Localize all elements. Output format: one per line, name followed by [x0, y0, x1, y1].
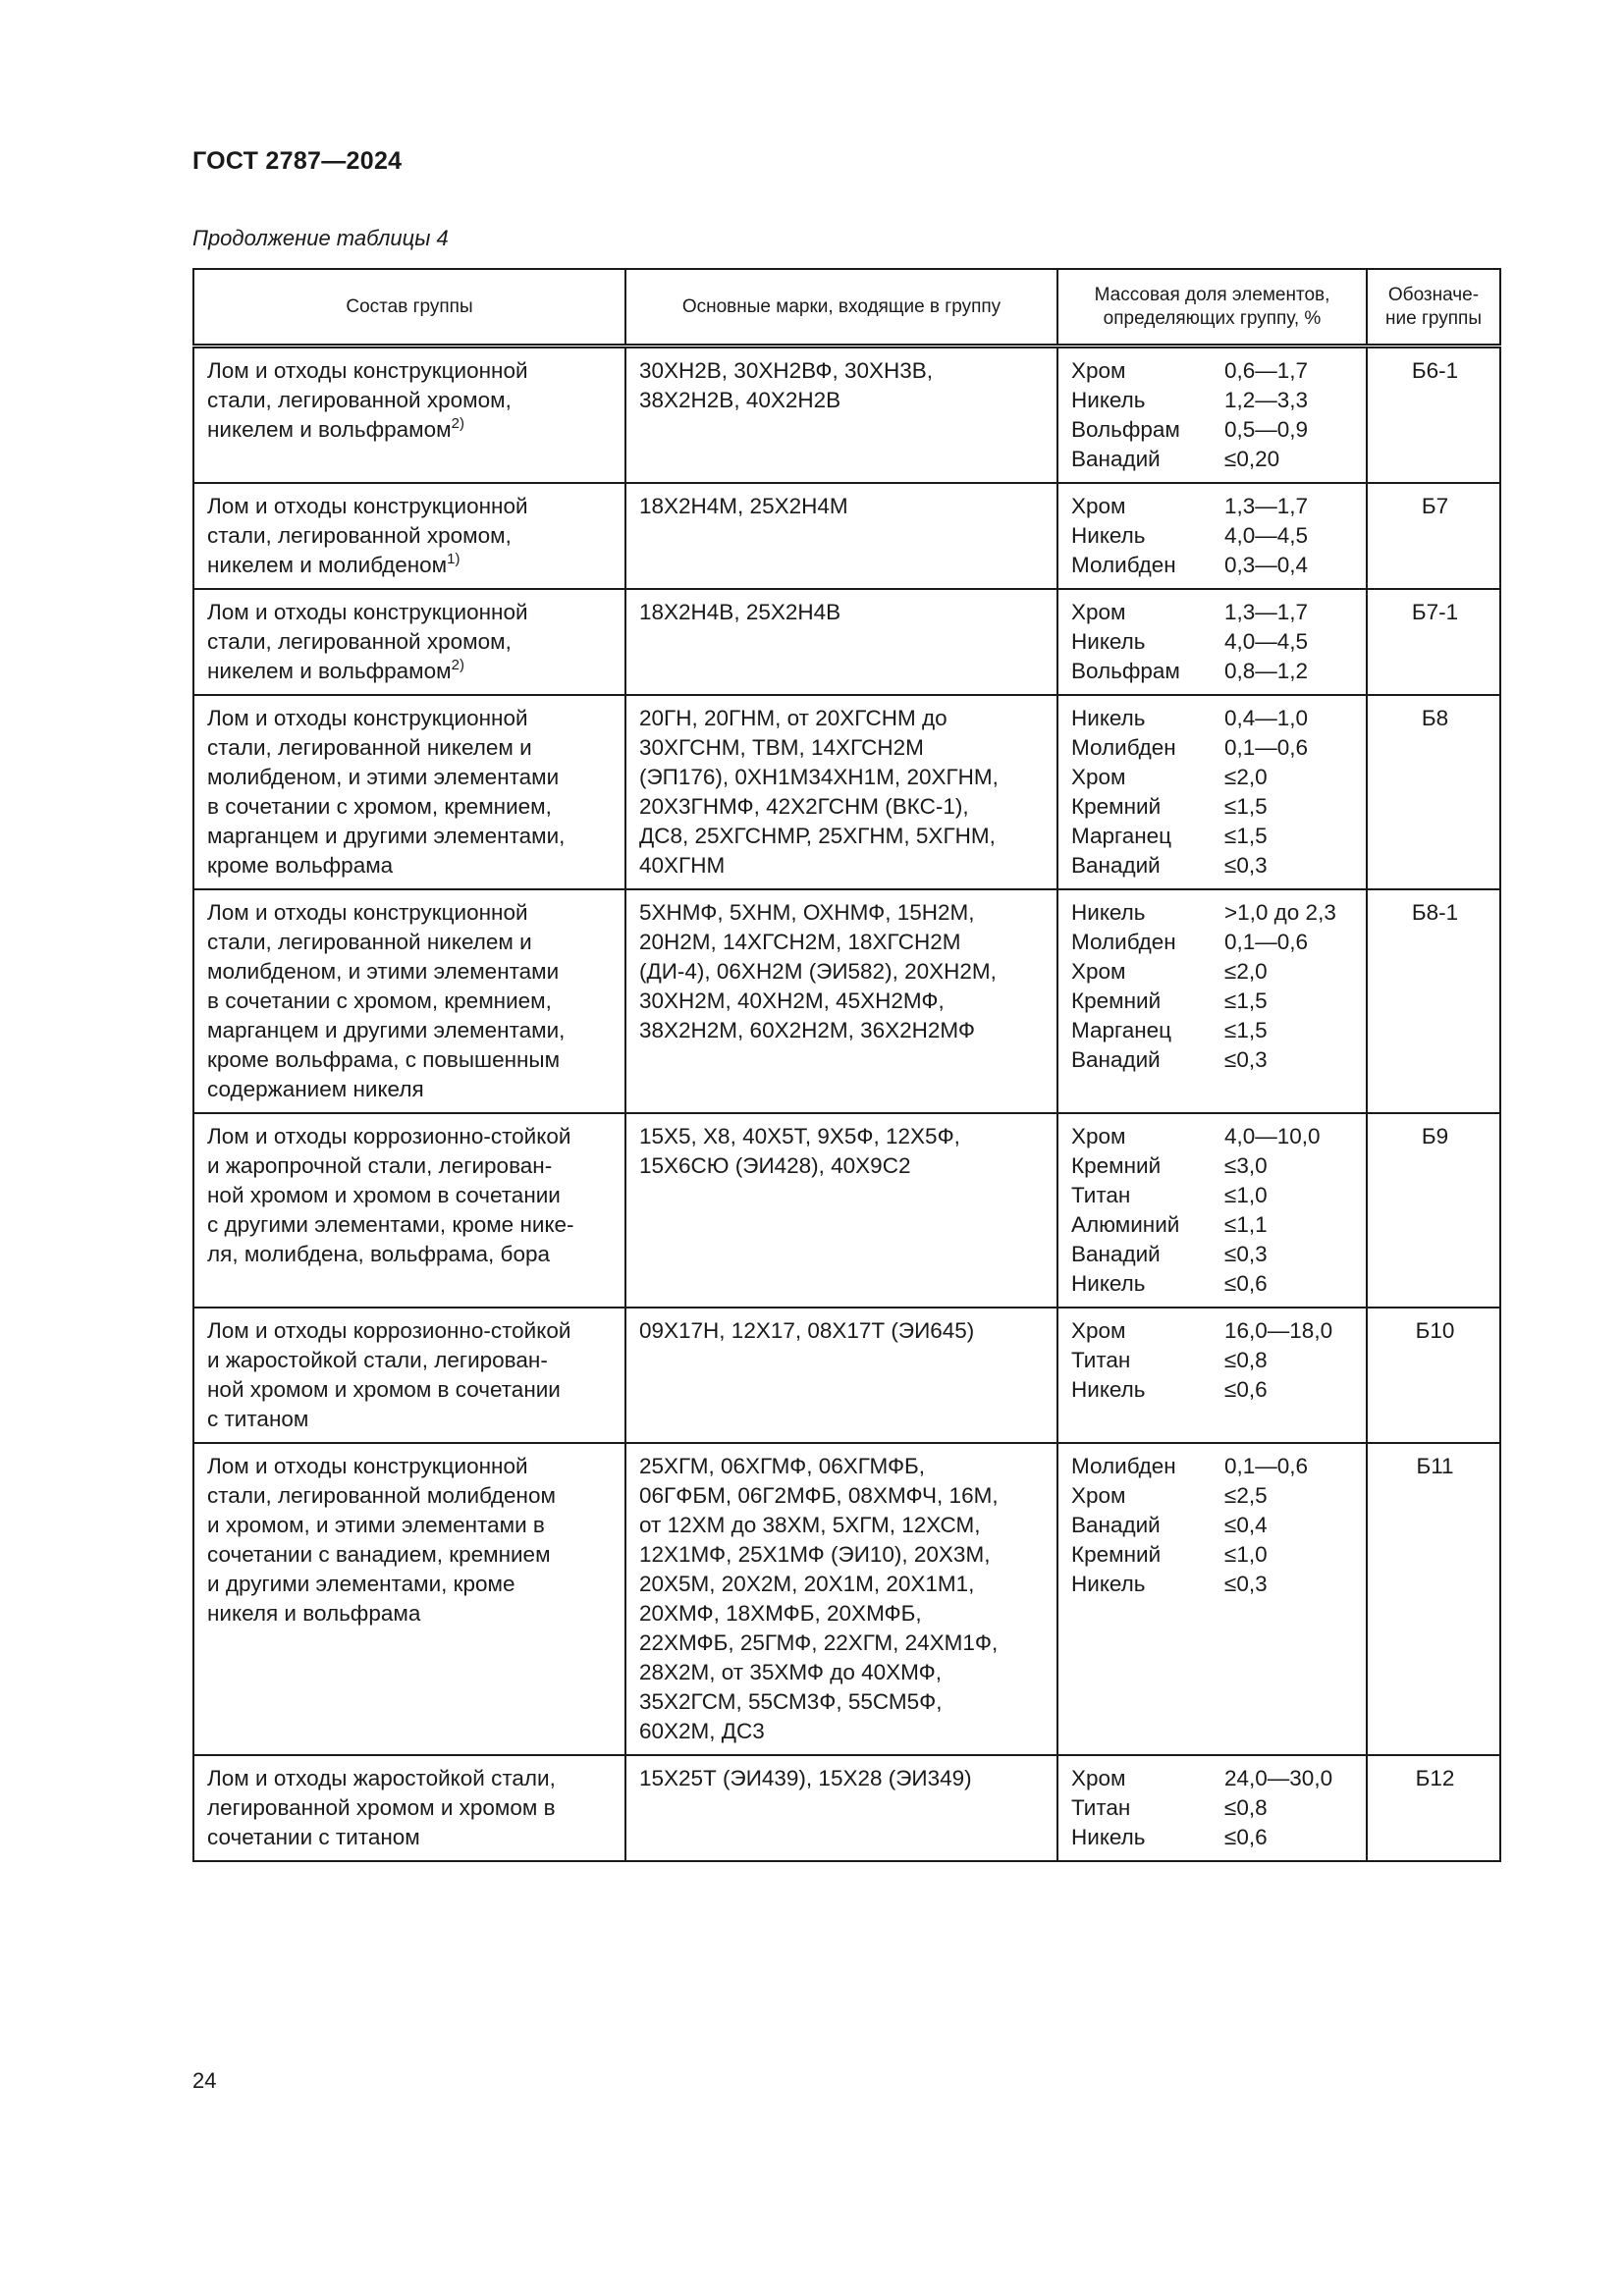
- table-row: [193, 1113, 1500, 1308]
- element-row: [1071, 415, 1356, 445]
- element-name: Хром: [1071, 1124, 1126, 1148]
- table-row: [193, 1443, 1500, 1755]
- element-row: [1071, 1316, 1356, 1346]
- brand-line: 15Х6СЮ (ЭИ428), 40Х9С2: [639, 1153, 911, 1178]
- main-brands-cell: [625, 889, 1057, 1113]
- element-name: Хром: [1071, 765, 1126, 789]
- mass-fraction-cell: [1057, 1755, 1367, 1861]
- element-row: [1071, 356, 1356, 386]
- footnote-marker: 2): [451, 657, 464, 673]
- element-value: ≤0,6: [1224, 1825, 1268, 1849]
- composition-line: сочетании с ванадием, кремнием: [207, 1542, 551, 1567]
- element-value: 0,3—0,4: [1224, 553, 1309, 577]
- brand-line: 15Х5, Х8, 40Х5Т, 9Х5Ф, 12Х5Ф,: [639, 1124, 960, 1148]
- composition-line: Лом и отходы конструкционной: [207, 358, 528, 383]
- element-row: [1071, 657, 1356, 686]
- main-brands-cell: [625, 589, 1057, 695]
- brand-line: 20Х5М, 20Х2М, 20Х1М, 20Х1М1,: [639, 1572, 975, 1596]
- element-value: 1,2—3,3: [1224, 388, 1309, 412]
- element-value: 0,1—0,6: [1224, 735, 1309, 760]
- element-value: ≤0,3: [1224, 853, 1268, 878]
- element-value: ≤2,0: [1224, 765, 1268, 789]
- header-group-composition: [193, 269, 625, 347]
- element-value: >1,0 до 2,3: [1224, 900, 1336, 925]
- group-code-cell: Б7-1: [1367, 589, 1500, 695]
- table-row: [193, 1755, 1500, 1861]
- group-code-cell: Б10: [1367, 1308, 1500, 1443]
- footnote-marker: 1): [447, 551, 460, 567]
- element-value: ≤0,8: [1224, 1348, 1268, 1372]
- document-code: ГОСТ 2787—2024: [192, 147, 403, 175]
- composition-line: никеля и вольфрама: [207, 1601, 421, 1626]
- brand-line: (ЭП176), 0ХН1М34ХН1М, 20ХГНМ,: [639, 765, 999, 789]
- mass-fraction-cell: [1057, 347, 1367, 484]
- composition-line: с другими элементами, кроме нике-: [207, 1212, 574, 1237]
- composition-line: стали, легированной молибденом: [207, 1483, 556, 1508]
- element-row: [1071, 1269, 1356, 1299]
- element-row: [1071, 1210, 1356, 1240]
- brand-line: 20Н2М, 14ХГСН2М, 18ХГСН2М: [639, 930, 961, 954]
- header-line: Состав группы: [346, 295, 473, 317]
- element-row: [1071, 386, 1356, 415]
- element-name: Молибден: [1071, 553, 1176, 577]
- composition-line: стали, легированной хромом,: [207, 523, 512, 548]
- element-value: 0,4—1,0: [1224, 706, 1309, 730]
- element-value: 4,0—4,5: [1224, 629, 1309, 654]
- main-brands-cell: [625, 347, 1057, 484]
- element-name: Кремний: [1071, 988, 1162, 1013]
- composition-line: Лом и отходы конструкционной: [207, 600, 528, 624]
- brand-line: 20ГН, 20ГНМ, от 20ХГСНМ до: [639, 706, 947, 730]
- element-value: 0,6—1,7: [1224, 358, 1309, 383]
- composition-line: и жаростойкой стали, легирован-: [207, 1348, 548, 1372]
- element-value: ≤1,5: [1224, 824, 1268, 848]
- composition-line: в сочетании с хромом, кремнием,: [207, 794, 552, 819]
- element-row: [1071, 1122, 1356, 1151]
- group-composition-cell: [193, 483, 625, 589]
- footnote-marker: 2): [451, 415, 464, 432]
- composition-line: Лом и отходы конструкционной: [207, 706, 528, 730]
- group-composition-cell: [193, 1308, 625, 1443]
- element-row: [1071, 1511, 1356, 1540]
- element-row: [1071, 704, 1356, 733]
- brand-line: 06ГФБМ, 06Г2МФБ, 08ХМФЧ, 16М,: [639, 1483, 999, 1508]
- header-line: ние группы: [1385, 307, 1482, 329]
- brand-line: 12Х1МФ, 25Х1МФ (ЭИ10), 20Х3М,: [639, 1542, 991, 1567]
- mass-fraction-cell: [1057, 889, 1367, 1113]
- element-value: ≤0,6: [1224, 1271, 1268, 1296]
- brand-line: 22ХМФБ, 25ГМФ, 22ХГМ, 24ХМ1Ф,: [639, 1630, 999, 1655]
- element-name: Ванадий: [1071, 853, 1161, 878]
- element-row: [1071, 822, 1356, 851]
- composition-line: и хромом, и этими элементами в: [207, 1513, 545, 1537]
- composition-line: кроме вольфрама: [207, 853, 394, 878]
- element-name: Марганец: [1071, 1018, 1172, 1042]
- composition-line: [207, 657, 615, 686]
- group-composition-cell: [193, 1755, 625, 1861]
- composition-line: кроме вольфрама, с повышенным: [207, 1047, 561, 1072]
- element-value: ≤1,5: [1224, 1018, 1268, 1042]
- element-row: [1071, 627, 1356, 657]
- element-row: [1071, 928, 1356, 957]
- steel-groups-table: [192, 268, 1501, 1862]
- element-row: [1071, 598, 1356, 627]
- element-name: Никель: [1071, 706, 1146, 730]
- table-body: [193, 347, 1500, 1862]
- brand-line: 38Х2Н2М, 60Х2Н2М, 36Х2Н2МФ: [639, 1018, 976, 1042]
- element-value: ≤0,3: [1224, 1242, 1268, 1266]
- element-row: [1071, 1823, 1356, 1852]
- element-value: 4,0—10,0: [1224, 1124, 1321, 1148]
- composition-line-text: никелем и вольфрамом: [207, 417, 452, 442]
- composition-line: Лом и отходы коррозионно-стойкой: [207, 1318, 571, 1343]
- element-name: Никель: [1071, 1572, 1146, 1596]
- composition-line: с титаном: [207, 1407, 309, 1431]
- element-name: Хром: [1071, 494, 1126, 518]
- composition-line: молибденом, и этими элементами: [207, 765, 560, 789]
- composition-line: легированной хромом и хромом в: [207, 1795, 556, 1820]
- element-value: 0,1—0,6: [1224, 1454, 1309, 1478]
- brand-line: 30ХГСНМ, ТВМ, 14ХГСН2М: [639, 735, 924, 760]
- mass-fraction-cell: [1057, 1113, 1367, 1308]
- main-brands-cell: [625, 695, 1057, 889]
- table-caption: Продолжение таблицы 4: [192, 226, 449, 250]
- group-code-cell: Б6-1: [1367, 347, 1500, 484]
- element-name: Никель: [1071, 523, 1146, 548]
- element-name: Ванадий: [1071, 1047, 1161, 1072]
- composition-line: стали, легированной хромом,: [207, 388, 512, 412]
- composition-line: стали, легированной хромом,: [207, 629, 512, 654]
- brand-line: 20Х3ГНМФ, 42Х2ГСНМ (ВКС-1),: [639, 794, 969, 819]
- element-row: [1071, 492, 1356, 521]
- element-name: Титан: [1071, 1348, 1131, 1372]
- element-row: [1071, 1793, 1356, 1823]
- group-composition-cell: [193, 695, 625, 889]
- brand-line: 28Х2М, от 35ХМФ до 40ХМФ,: [639, 1660, 943, 1684]
- main-brands-cell: [625, 483, 1057, 589]
- element-value: ≤2,0: [1224, 959, 1268, 984]
- element-name: Никель: [1071, 629, 1146, 654]
- element-value: ≤0,4: [1224, 1513, 1268, 1537]
- brand-line: 38Х2Н2В, 40Х2Н2В: [639, 388, 841, 412]
- element-row: [1071, 1375, 1356, 1405]
- element-value: ≤1,0: [1224, 1542, 1268, 1567]
- composition-line: стали, легированной никелем и: [207, 735, 532, 760]
- main-brands-cell: [625, 1308, 1057, 1443]
- composition-line: марганцем и другими элементами,: [207, 1018, 566, 1042]
- element-value: 0,8—1,2: [1224, 659, 1309, 683]
- element-name: Хром: [1071, 1766, 1126, 1790]
- mass-fraction-cell: [1057, 695, 1367, 889]
- brand-line: 09Х17Н, 12Х17, 08Х17Т (ЭИ645): [639, 1318, 975, 1343]
- element-value: ≤1,0: [1224, 1183, 1268, 1207]
- element-row: [1071, 898, 1356, 928]
- brand-line: ДС8, 25ХГСНМР, 25ХГНМ, 5ХГНМ,: [639, 824, 996, 848]
- element-name: Вольфрам: [1071, 659, 1180, 683]
- element-value: 1,3—1,7: [1224, 600, 1309, 624]
- composition-line-text: никелем и молибденом: [207, 553, 448, 577]
- page-number: 24: [192, 2068, 217, 2093]
- element-name: Титан: [1071, 1795, 1131, 1820]
- element-name: Кремний: [1071, 1542, 1162, 1567]
- header-group-code: [1367, 269, 1500, 347]
- composition-line: стали, легированной никелем и: [207, 930, 532, 954]
- composition-line: в сочетании с хромом, кремнием,: [207, 988, 552, 1013]
- table-header-row: [193, 269, 1500, 347]
- element-value: ≤3,0: [1224, 1153, 1268, 1178]
- group-code-cell: Б8-1: [1367, 889, 1500, 1113]
- group-composition-cell: [193, 347, 625, 484]
- element-value: 1,3—1,7: [1224, 494, 1309, 518]
- group-code-cell: Б9: [1367, 1113, 1500, 1308]
- mass-fraction-cell: [1057, 1308, 1367, 1443]
- header-main-brands: [625, 269, 1057, 347]
- header-line: Массовая доля элементов,: [1094, 284, 1330, 305]
- element-value: ≤0,6: [1224, 1377, 1268, 1402]
- element-name: Молибден: [1071, 930, 1176, 954]
- brand-line: 35Х2ГСМ, 55СМ3Ф, 55СМ5Ф,: [639, 1689, 943, 1714]
- element-name: Ванадий: [1071, 1513, 1161, 1537]
- brand-line: 60Х2М, ДС3: [639, 1719, 765, 1743]
- element-name: Ванадий: [1071, 1242, 1161, 1266]
- table-row: [193, 589, 1500, 695]
- composition-line: Лом и отходы коррозионно-стойкой: [207, 1124, 571, 1148]
- element-row: [1071, 733, 1356, 763]
- element-row: [1071, 1570, 1356, 1599]
- element-value: ≤1,1: [1224, 1212, 1268, 1237]
- composition-line: Лом и отходы жаростойкой стали,: [207, 1766, 556, 1790]
- element-row: [1071, 1452, 1356, 1481]
- brand-line: 25ХГМ, 06ХГМФ, 06ХГМФБ,: [639, 1454, 926, 1478]
- main-brands-cell: [625, 1443, 1057, 1755]
- element-row: [1071, 1151, 1356, 1181]
- composition-line: сочетании с титаном: [207, 1825, 420, 1849]
- element-name: Ванадий: [1071, 447, 1161, 471]
- element-row: [1071, 1540, 1356, 1570]
- group-code-cell: Б7: [1367, 483, 1500, 589]
- element-name: Никель: [1071, 1825, 1146, 1849]
- element-row: [1071, 1181, 1356, 1210]
- element-row: [1071, 1764, 1356, 1793]
- group-composition-cell: [193, 889, 625, 1113]
- element-name: Алюминий: [1071, 1212, 1180, 1237]
- brand-line: (ДИ-4), 06ХН2М (ЭИ582), 20ХН2М,: [639, 959, 997, 984]
- element-name: Хром: [1071, 358, 1126, 383]
- mass-fraction-cell: [1057, 589, 1367, 695]
- brand-line: 40ХГНМ: [639, 853, 726, 878]
- element-name: Хром: [1071, 1318, 1126, 1343]
- brand-line: 18Х2Н4В, 25Х2Н4В: [639, 600, 841, 624]
- element-value: ≤0,20: [1224, 447, 1280, 471]
- main-brands-cell: [625, 1113, 1057, 1308]
- element-value: 0,1—0,6: [1224, 930, 1309, 954]
- element-value: ≤2,5: [1224, 1483, 1268, 1508]
- element-value: 16,0—18,0: [1224, 1318, 1333, 1343]
- composition-line: молибденом, и этими элементами: [207, 959, 560, 984]
- element-row: [1071, 851, 1356, 881]
- brand-line: от 12ХМ до 38ХМ, 5ХГМ, 12ХСМ,: [639, 1513, 981, 1537]
- composition-line: Лом и отходы конструкционной: [207, 1454, 528, 1478]
- element-value: ≤0,3: [1224, 1572, 1268, 1596]
- element-row: [1071, 792, 1356, 822]
- element-row: [1071, 1045, 1356, 1075]
- element-name: Никель: [1071, 1271, 1146, 1296]
- element-value: ≤0,3: [1224, 1047, 1268, 1072]
- group-code-cell: Б11: [1367, 1443, 1500, 1755]
- element-name: Хром: [1071, 1483, 1126, 1508]
- element-row: [1071, 1240, 1356, 1269]
- group-composition-cell: [193, 1443, 625, 1755]
- mass-fraction-cell: [1057, 1443, 1367, 1755]
- composition-line: Лом и отходы конструкционной: [207, 900, 528, 925]
- header-line: определяющих группу, %: [1103, 307, 1322, 329]
- brand-line: 5ХНМФ, 5ХНМ, ОХНМФ, 15Н2М,: [639, 900, 975, 925]
- element-name: Никель: [1071, 1377, 1146, 1402]
- composition-line: и жаропрочной стали, легирован-: [207, 1153, 553, 1178]
- element-value: ≤1,5: [1224, 794, 1268, 819]
- composition-line: содержанием никеля: [207, 1077, 424, 1101]
- element-name: Кремний: [1071, 794, 1162, 819]
- header-mass-fraction: [1057, 269, 1367, 347]
- header-line: Обозначе-: [1387, 284, 1480, 305]
- header-line: Основные марки, входящие в группу: [681, 295, 1001, 317]
- element-name: Никель: [1071, 900, 1146, 925]
- element-row: [1071, 763, 1356, 792]
- table-row: [193, 695, 1500, 889]
- element-value: ≤0,8: [1224, 1795, 1268, 1820]
- table-row: [193, 483, 1500, 589]
- element-name: Марганец: [1071, 824, 1172, 848]
- brand-line: 30ХН2М, 40ХН2М, 45ХН2МФ,: [639, 988, 945, 1013]
- element-row: [1071, 551, 1356, 580]
- composition-line: ной хромом и хромом в сочетании: [207, 1377, 561, 1402]
- element-row: [1071, 1346, 1356, 1375]
- table-row: [193, 889, 1500, 1113]
- composition-line: [207, 415, 615, 445]
- composition-line: Лом и отходы конструкционной: [207, 494, 528, 518]
- element-name: Титан: [1071, 1183, 1131, 1207]
- composition-line: [207, 551, 615, 580]
- element-value: 24,0—30,0: [1224, 1766, 1333, 1790]
- element-name: Хром: [1071, 959, 1126, 984]
- brand-line: 18Х2Н4М, 25Х2Н4М: [639, 494, 848, 518]
- brand-line: 20ХМФ, 18ХМФБ, 20ХМФБ,: [639, 1601, 922, 1626]
- element-name: Никель: [1071, 388, 1146, 412]
- element-name: Молибден: [1071, 735, 1176, 760]
- brand-line: 30ХН2В, 30ХН2ВФ, 30ХН3В,: [639, 358, 934, 383]
- group-composition-cell: [193, 1113, 625, 1308]
- element-row: [1071, 1016, 1356, 1045]
- composition-line: ля, молибдена, вольфрама, бора: [207, 1242, 550, 1266]
- table-row: [193, 347, 1500, 484]
- element-row: [1071, 987, 1356, 1016]
- brand-line: 15Х25Т (ЭИ439), 15Х28 (ЭИ349): [639, 1766, 972, 1790]
- element-name: Кремний: [1071, 1153, 1162, 1178]
- composition-line: ной хромом и хромом в сочетании: [207, 1183, 561, 1207]
- element-row: [1071, 445, 1356, 474]
- element-row: [1071, 521, 1356, 551]
- group-composition-cell: [193, 589, 625, 695]
- element-row: [1071, 1481, 1356, 1511]
- composition-line-text: никелем и вольфрамом: [207, 659, 452, 683]
- element-name: Хром: [1071, 600, 1126, 624]
- table-row: [193, 1308, 1500, 1443]
- composition-line: и другими элементами, кроме: [207, 1572, 515, 1596]
- element-value: ≤1,5: [1224, 988, 1268, 1013]
- element-row: [1071, 957, 1356, 987]
- group-code-cell: Б12: [1367, 1755, 1500, 1861]
- element-name: Вольфрам: [1071, 417, 1180, 442]
- element-name: Молибден: [1071, 1454, 1176, 1478]
- group-code-cell: Б8: [1367, 695, 1500, 889]
- mass-fraction-cell: [1057, 483, 1367, 589]
- element-value: 0,5—0,9: [1224, 417, 1309, 442]
- element-value: 4,0—4,5: [1224, 523, 1309, 548]
- composition-line: марганцем и другими элементами,: [207, 824, 566, 848]
- main-brands-cell: [625, 1755, 1057, 1861]
